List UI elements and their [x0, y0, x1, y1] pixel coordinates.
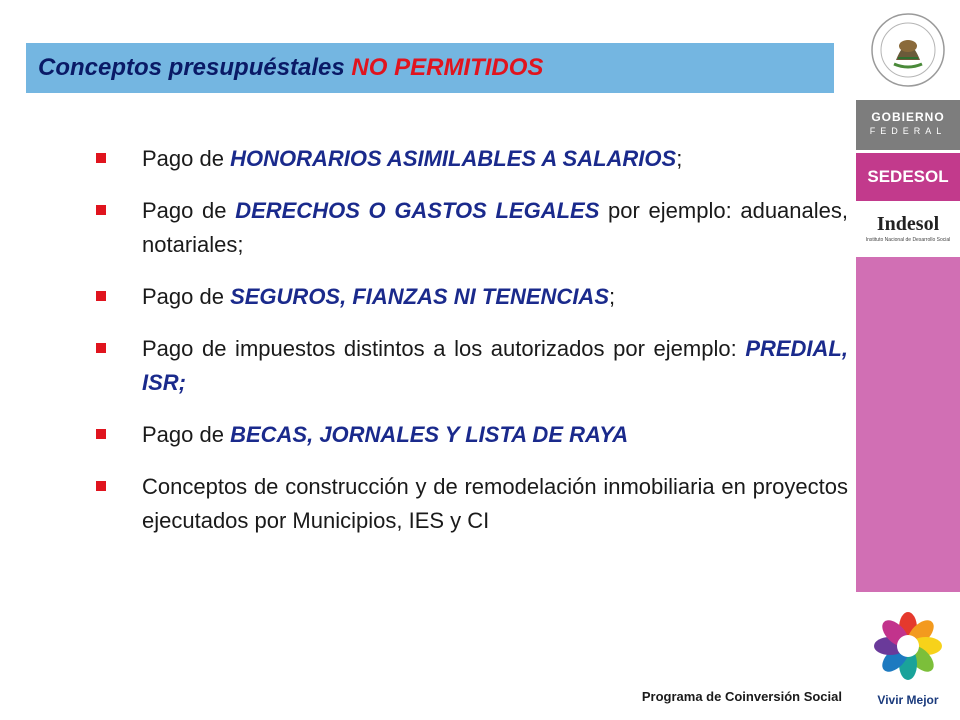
slide-title-highlight: NO PERMITIDOS	[351, 54, 544, 81]
slide-title	[38, 54, 543, 82]
vivir-mejor-flower-icon	[868, 606, 948, 686]
bullet-square-icon	[96, 429, 106, 439]
bullet-suffix: por ejemplo: aduanales, notariales;	[142, 198, 848, 257]
bullet-item	[92, 332, 848, 400]
bullet-item	[92, 418, 848, 452]
vivir-mejor-logo	[856, 592, 960, 720]
vivir-mejor-label: Vivir Mejor	[877, 693, 939, 707]
bullet-square-icon	[96, 481, 106, 491]
bullet-emphasis: PREDIAL, ISR;	[142, 336, 848, 395]
bullet-suffix: ;	[676, 146, 683, 171]
bullet-text: Conceptos de construcción y de remodelación inmobiliaria en proyectos ejecutados por Municipios, IES y CI	[142, 474, 848, 533]
bullet-item	[92, 470, 848, 538]
bullet-text: Pago de impuestos distintos a los autorizados por ejemplo:	[142, 336, 746, 361]
bullet-emphasis: SEGUROS, FIANZAS NI TENENCIAS	[230, 284, 609, 309]
bullet-square-icon	[96, 291, 106, 301]
bullet-text: Pago de	[142, 198, 236, 223]
pink-band	[856, 257, 960, 592]
indesol-subtitle: Instituto Nacional de Desarrollo Social	[865, 237, 951, 243]
bullet-emphasis: HONORARIOS ASIMILABLES A SALARIOS	[230, 146, 677, 171]
bullet-suffix: ;	[609, 284, 616, 309]
bullet-text: Pago de	[142, 146, 231, 171]
federal-label: FEDERAL	[869, 126, 947, 136]
gobierno-label: GOBIERNO	[871, 110, 945, 124]
bullet-square-icon	[96, 153, 106, 163]
gobierno-federal-logo	[856, 100, 960, 150]
national-seal	[856, 0, 960, 100]
bullet-square-icon	[96, 205, 106, 215]
slide-title-text: Conceptos presupuéstales	[38, 54, 352, 81]
bullet-square-icon	[96, 343, 106, 353]
indesol-logo	[856, 204, 960, 254]
indesol-label: Indesol	[876, 213, 940, 235]
bullet-text: Pago de	[142, 284, 231, 309]
sidebar	[856, 0, 960, 720]
sedesol-logo: SEDESOL	[856, 153, 960, 201]
bullet-text: Pago de	[142, 422, 231, 447]
bullet-item	[92, 142, 848, 176]
bullet-emphasis: DERECHOS O GASTOS LEGALES	[235, 198, 600, 223]
bullet-item	[92, 194, 848, 262]
bullet-item	[92, 280, 848, 314]
title-bar	[26, 43, 834, 93]
bullet-list	[92, 142, 848, 556]
footer-program-name: Programa de Coinversión Social	[641, 689, 842, 704]
bullet-emphasis: BECAS, JORNALES Y LISTA DE RAYA	[230, 422, 629, 447]
eagle-seal-icon	[868, 10, 948, 90]
